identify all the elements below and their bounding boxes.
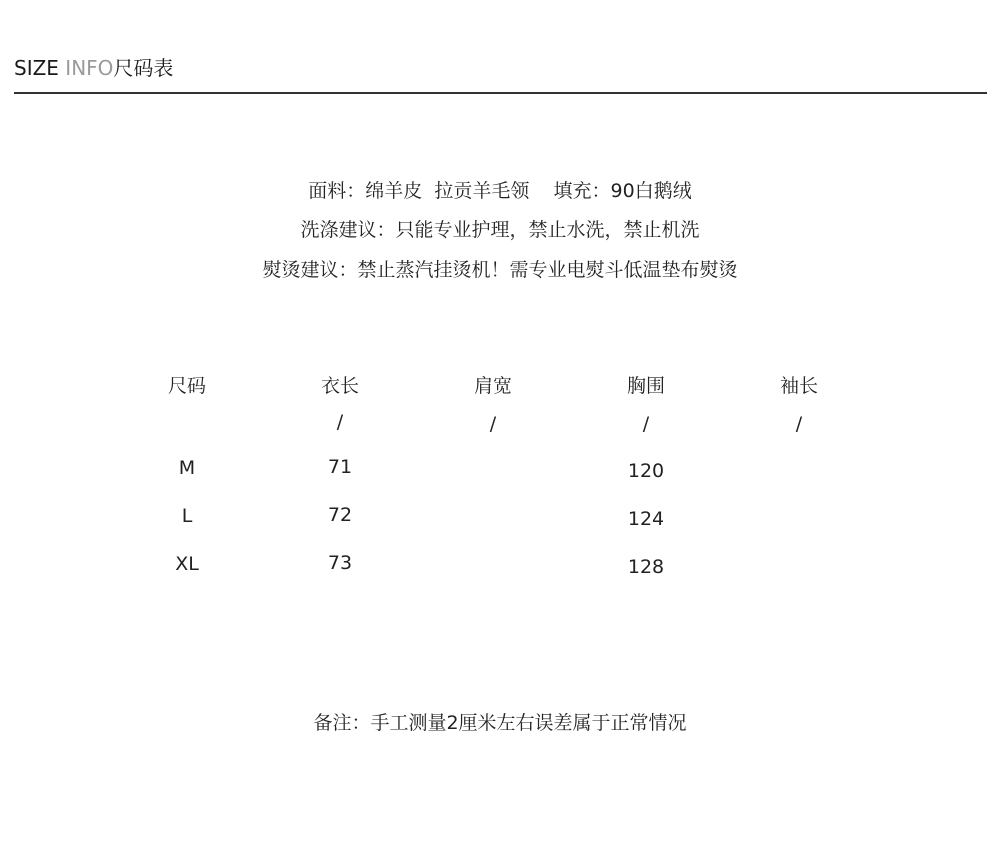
header-divider	[14, 92, 987, 94]
washing-line: 洗涤建议：只能专业护理，禁止水洗，禁止机洗	[300, 219, 700, 241]
unit-length: /	[336, 411, 344, 433]
table-cell-size: M	[178, 457, 196, 479]
table-cell-length: 71	[327, 456, 353, 478]
measurement-note: 备注：手工测量2厘米左右误差属于正常情况	[313, 712, 687, 734]
table-cell-chest: 124	[627, 508, 665, 530]
table-cell-length: 72	[327, 504, 353, 526]
page-title	[14, 56, 173, 80]
table-cell-size: XL	[175, 553, 199, 575]
material-line: 面料：绵羊皮 拉贡羊毛领 填充：90白鹅绒	[308, 180, 692, 202]
header-chest: 胸围	[626, 375, 665, 397]
header-length: 衣长	[320, 375, 359, 397]
table-cell-size: L	[181, 505, 193, 527]
title-size: SIZE	[14, 56, 59, 80]
title-size-chart: 尺码表	[113, 56, 174, 80]
unit-shoulder: /	[489, 413, 497, 435]
table-cell-chest: 120	[627, 460, 665, 482]
header-shoulder: 肩宽	[473, 375, 512, 397]
title-info: INFO	[65, 56, 114, 80]
header-size: 尺码	[167, 375, 206, 397]
unit-sleeve: /	[795, 413, 803, 435]
ironing-line: 熨烫建议：禁止蒸汽挂烫机！需专业电熨斗低温垫布熨烫	[262, 259, 738, 281]
table-cell-chest: 128	[627, 556, 665, 578]
table-cell-length: 73	[327, 552, 353, 574]
unit-chest: /	[642, 413, 650, 435]
header-sleeve: 袖长	[779, 375, 818, 397]
